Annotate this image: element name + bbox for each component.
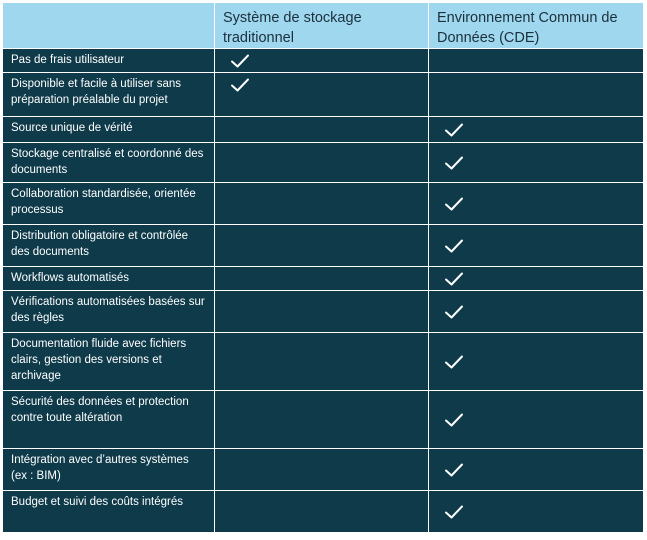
cde-cell: [429, 491, 644, 533]
traditional-storage-cell: [215, 49, 429, 73]
cde-cell: [429, 267, 644, 291]
traditional-storage-cell: [215, 225, 429, 267]
check-icon: [444, 462, 464, 478]
check-icon: [444, 354, 464, 370]
check-icon: [230, 53, 250, 69]
feature-cell: Workflows automatisés: [3, 267, 215, 291]
table-row: [3, 117, 644, 143]
cde-cell: [429, 143, 644, 183]
cde-cell: [429, 73, 644, 117]
check-icon: [444, 155, 464, 171]
table-row: [3, 391, 644, 449]
header-traditional-storage: Système de stockage traditionnel: [215, 3, 429, 49]
table-row: [3, 183, 644, 225]
table-row: [3, 73, 644, 117]
check-icon: [444, 271, 464, 287]
feature-cell: Source unique de vérité: [3, 117, 215, 143]
check-icon: [444, 196, 464, 212]
traditional-storage-cell: [215, 333, 429, 391]
cde-cell: [429, 449, 644, 491]
feature-cell: Collaboration standardisée, orientée processus: [3, 183, 215, 225]
traditional-storage-cell: [215, 183, 429, 225]
table-row: [3, 449, 644, 491]
feature-cell: Budget et suivi des coûts intégrés: [3, 491, 215, 533]
header-cde: Environnement Commun de Données (CDE): [429, 3, 644, 49]
cde-cell: [429, 225, 644, 267]
cde-cell: [429, 291, 644, 333]
feature-cell: Disponible et facile à utiliser sans préparation préalable du projet: [3, 73, 215, 117]
header-row: [3, 3, 644, 49]
cde-cell: [429, 391, 644, 449]
comparison-table: [2, 2, 644, 533]
cde-cell: [429, 49, 644, 73]
traditional-storage-cell: [215, 143, 429, 183]
table-row: [3, 491, 644, 533]
check-icon: [444, 238, 464, 254]
traditional-storage-cell: [215, 73, 429, 117]
traditional-storage-cell: [215, 291, 429, 333]
feature-cell: Pas de frais utilisateur: [3, 49, 215, 73]
traditional-storage-cell: [215, 267, 429, 291]
feature-cell: Intégration avec d’autres systèmes (ex : BIM): [3, 449, 215, 491]
header-corner: [3, 3, 215, 49]
feature-cell: Documentation fluide avec fichiers clairs, gestion des versions et archivage: [3, 333, 215, 391]
cde-cell: [429, 333, 644, 391]
cde-cell: [429, 183, 644, 225]
feature-cell: Vérifications automatisées basées sur des règles: [3, 291, 215, 333]
check-icon: [230, 77, 250, 93]
table-row: [3, 333, 644, 391]
feature-cell: Distribution obligatoire et contrôlée des documents: [3, 225, 215, 267]
traditional-storage-cell: [215, 391, 429, 449]
check-icon: [444, 412, 464, 428]
traditional-storage-cell: [215, 491, 429, 533]
traditional-storage-cell: [215, 117, 429, 143]
table-row: [3, 225, 644, 267]
table-row: [3, 267, 644, 291]
table-row: [3, 49, 644, 73]
cde-cell: [429, 117, 644, 143]
check-icon: [444, 122, 464, 138]
feature-cell: Sécurité des données et protection contre toute altération: [3, 391, 215, 449]
traditional-storage-cell: [215, 449, 429, 491]
comparison-rows: [3, 49, 644, 533]
check-icon: [444, 504, 464, 520]
feature-cell: Stockage centralisé et coordonné des documents: [3, 143, 215, 183]
table-row: [3, 143, 644, 183]
check-icon: [444, 304, 464, 320]
table-row: [3, 291, 644, 333]
